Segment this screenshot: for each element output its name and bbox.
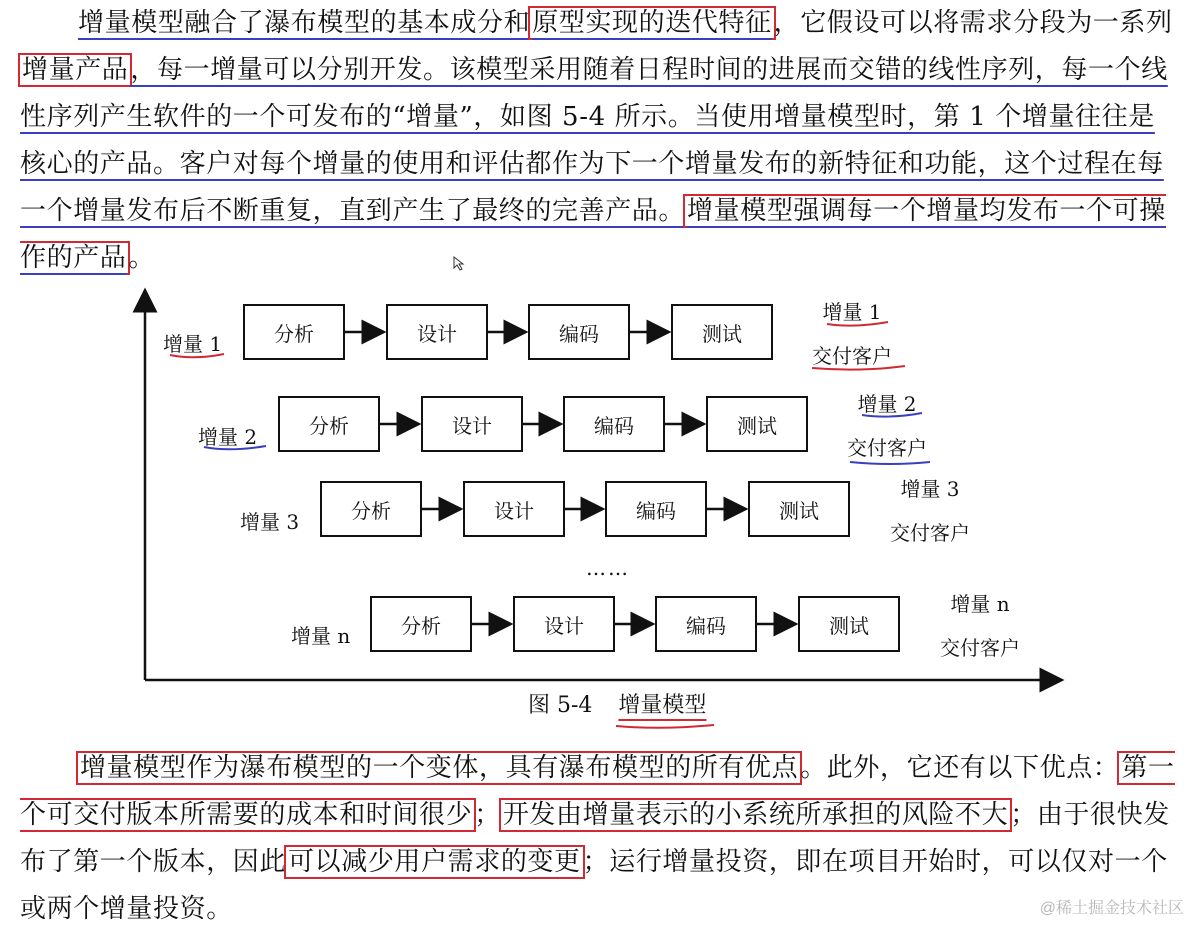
- deliver-label: [940, 582, 1020, 670]
- stage-box-analysis: 分析: [320, 481, 422, 537]
- increment-label: 增量 1: [163, 332, 223, 356]
- figure-title: 增量模型: [618, 693, 707, 718]
- mouse-cursor-icon: [453, 256, 465, 272]
- highlight-increment-products: 增量产品: [18, 53, 132, 87]
- stage-box-analysis: 分析: [243, 304, 345, 360]
- highlight-low-cost: 第一个可交付版本所需要的成本和时间很少: [20, 753, 1175, 830]
- stage-box-design: 设计: [463, 481, 565, 537]
- increment-label: 增量 2: [198, 425, 258, 449]
- deliver-increment: 增量 1: [822, 300, 882, 324]
- stage-box-design: 设计: [421, 396, 523, 452]
- deliver-increment: 增量 2: [857, 392, 917, 416]
- stage-box-coding: 编码: [528, 304, 630, 360]
- highlight-operable-product: 增量模型强调每一个增量均发布一个可操作的产品: [20, 196, 1166, 273]
- stage-box-testing: 测试: [798, 596, 900, 652]
- deliver-label: [847, 382, 927, 470]
- text-segment: ；: [474, 800, 501, 830]
- deliver-label: [812, 290, 892, 378]
- deliver-label: [890, 467, 970, 555]
- ellipsis: ……: [586, 556, 630, 580]
- stage-box-testing: 测试: [671, 304, 773, 360]
- figure-caption: [528, 688, 732, 719]
- highlight-iterative: 原型实现的迭代特征: [528, 6, 775, 40]
- text-segment: 。: [128, 243, 156, 273]
- stage-box-testing: 测试: [748, 481, 850, 537]
- deliver-increment: 增量 3: [900, 477, 960, 501]
- stage-box-testing: 测试: [706, 396, 808, 452]
- advantages-paragraph: [20, 745, 1180, 933]
- text-segment: 。此外，它还有以下优点：: [800, 753, 1120, 783]
- deliver-customer: 交付客户: [847, 436, 927, 460]
- stage-box-design: 设计: [513, 596, 615, 652]
- highlight-fewer-changes: 可以减少用户需求的变更: [284, 845, 585, 879]
- watermark: @稀土掘金技术社区: [1039, 900, 1184, 917]
- increment-label: 增量 n: [291, 624, 351, 648]
- deliver-customer: 交付客户: [812, 344, 892, 368]
- highlight-low-risk: 开发由增量表示的小系统所承担的风险不大: [499, 798, 1012, 832]
- text-segment: 增量模型融合了瀑布模型的基本成分和: [78, 8, 531, 38]
- figure-number: 图 5-4: [528, 693, 593, 718]
- text-segment: ，每一增量可以分别开发。该模型采用随着日程时间的进展而交错的线性序列，每一个线性序列产生软件的一个可发布的“增量”，如图 5-4 所示。当使用增量模型时，第 1 个增量往往是核心的产品。客户对每个增量的使用和评估都作为下一个增量发布的新特征和功能，这个过程在每一个增量发布后不断重复，直到产生了最终的完善产品。: [20, 55, 1168, 226]
- increment-label: 增量 3: [240, 510, 300, 534]
- stage-box-coding: 编码: [605, 481, 707, 537]
- text-segment: ；由于很快发布了第一个版本，因此: [20, 800, 1170, 877]
- stage-box-analysis: 分析: [278, 396, 380, 452]
- stage-box-design: 设计: [386, 304, 488, 360]
- deliver-increment: 增量 n: [950, 592, 1010, 616]
- deliver-customer: 交付客户: [940, 636, 1020, 660]
- stage-box-coding: 编码: [563, 396, 665, 452]
- annotation-underline: [616, 725, 714, 728]
- text-segment: ，它假设可以将需求分段为一系列: [773, 8, 1173, 38]
- deliver-customer: 交付客户: [890, 521, 970, 545]
- stage-arrows: [345, 332, 796, 624]
- highlight-waterfall-advantages: 增量模型作为瀑布模型的一个变体，具有瀑布模型的所有优点: [76, 751, 802, 785]
- stage-box-analysis: 分析: [370, 596, 472, 652]
- stage-box-coding: 编码: [655, 596, 757, 652]
- text-segment: ；运行增量投资，即在项目开始时，可以仅对一个或两个增量投资。: [20, 847, 1168, 924]
